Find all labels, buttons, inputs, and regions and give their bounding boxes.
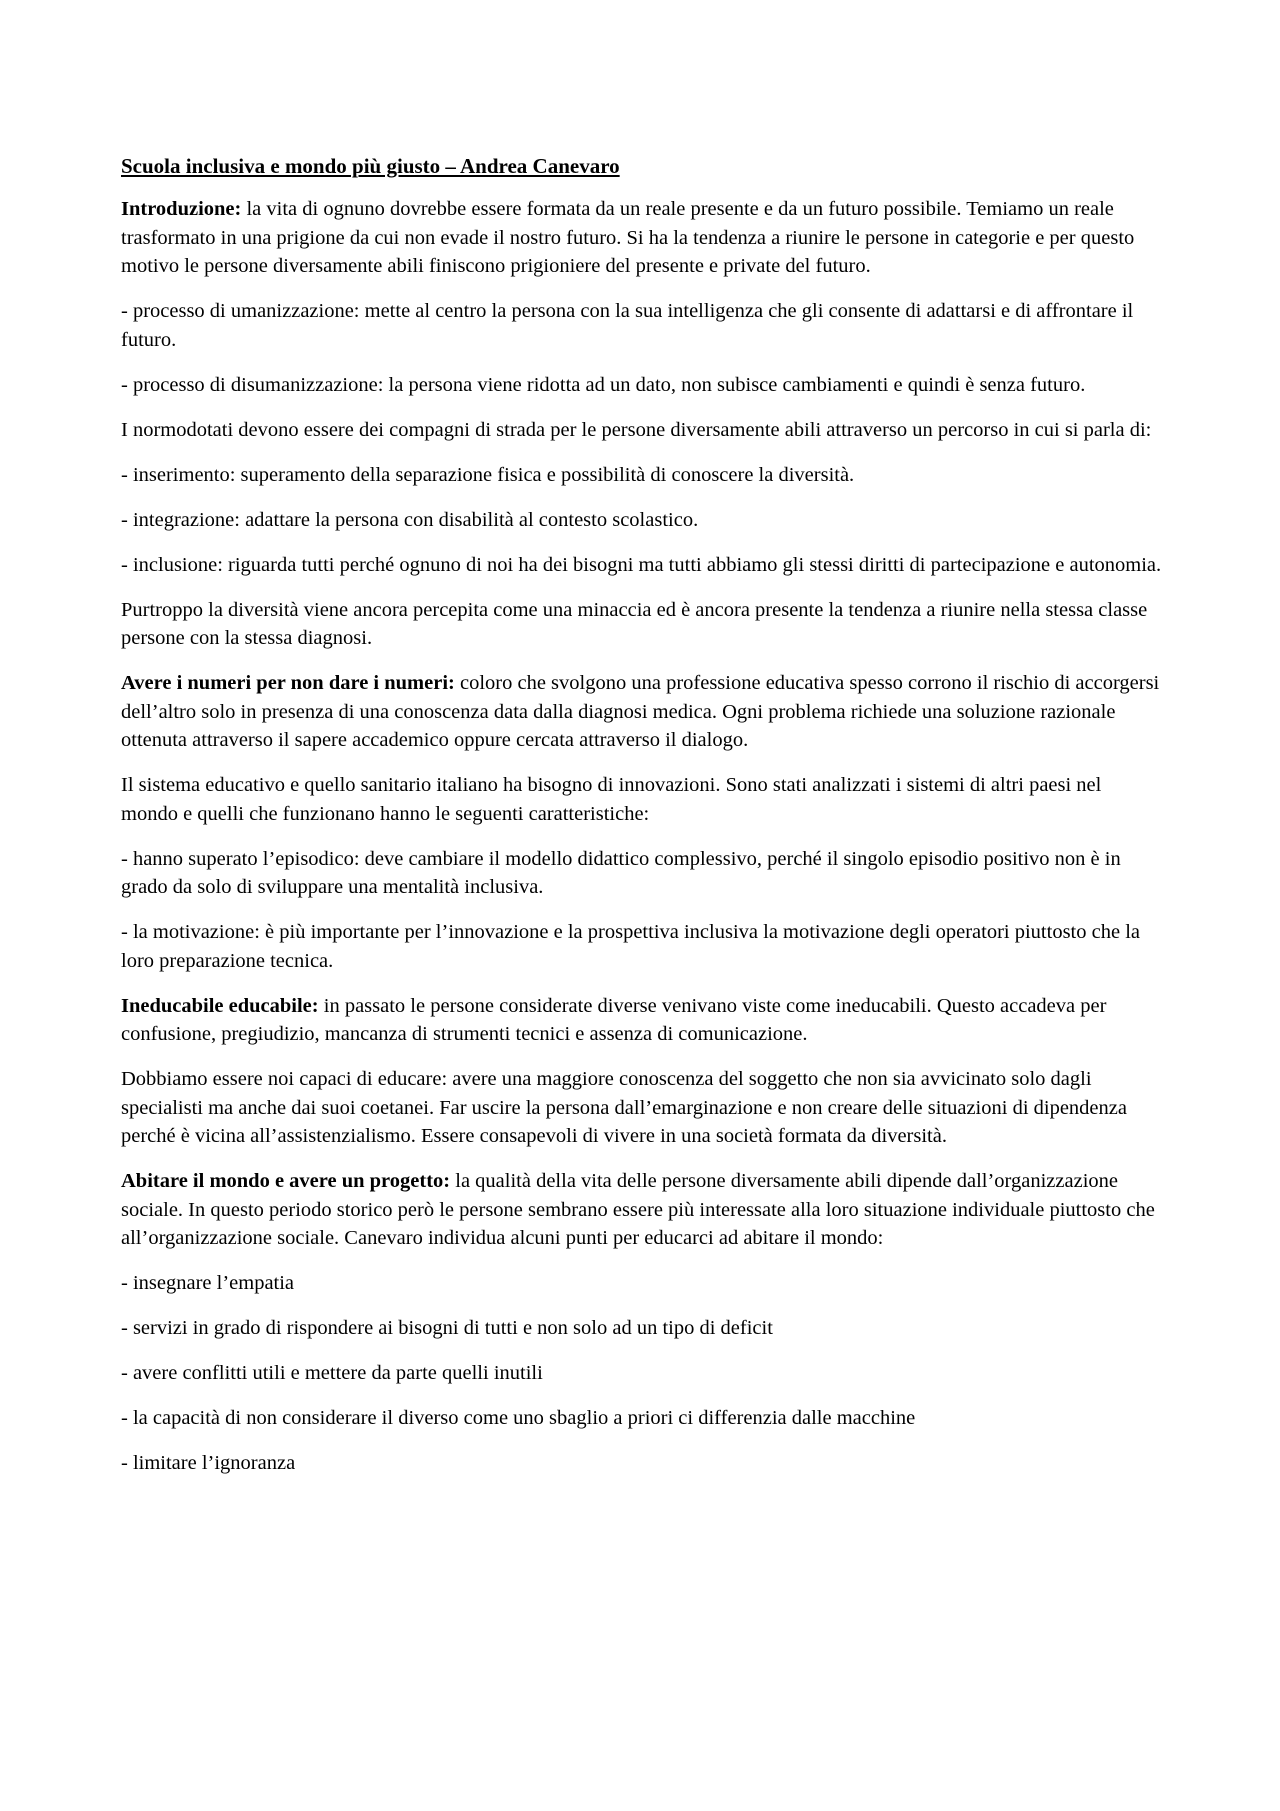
- list-item-conflitti: - avere conflitti utili e mettere da parte quelli inutili: [121, 1362, 543, 1384]
- paragraph-lead: Abitare il mondo e avere un progetto:: [121, 1170, 451, 1192]
- list-item-inserimento: - inserimento: superamento della separazione fisica e possibilità di conoscere la diversità.: [121, 463, 855, 486]
- paragraph-introduzione: [121, 195, 1163, 281]
- list-item-integrazione: - integrazione: adattare la persona con disabilità al contesto scolastico.: [121, 508, 699, 531]
- paragraph-text: la qualità della vita delle persone diversamente abili dipende dall’organizzazione sociale. In questo periodo storico però le persone sembrano essere più interessate alla loro situazione individuale piuttosto che all’organizzazione sociale. Canevaro individua alcuni punti per educarci ad abitare il mondo:: [121, 1170, 1155, 1249]
- paragraph-normodotati: I normodotati devono essere dei compagni di strada per le persone diversamente abili attraverso un percorso in cui si parla di:: [121, 418, 1152, 441]
- paragraph-sistema-educativo: Il sistema educativo e quello sanitario italiano ha bisogno di innovazioni. Sono stati analizzati i sistemi di altri paesi nel mondo e quelli che funzionano hanno le seguenti caratteristiche:: [121, 774, 1102, 825]
- document-title: Scuola inclusiva e mondo più giusto – Andrea Canevaro: [121, 154, 620, 178]
- document-page: [121, 152, 1163, 1494]
- paragraph-text: in passato le persone considerate diverse venivano viste come ineducabili. Questo accadeva per confusione, pregiudizio, mancanza di strumenti tecnici e assenza di comunicazione.: [121, 994, 1107, 1045]
- paragraph-text: la vita di ognuno dovrebbe essere formata da un reale presente e da un futuro possibile. Temiamo un reale trasformato in una prigione da cui non evade il nostro futuro. Si ha la tendenza a riunire le persone in categorie e per questo motivo le persone diversamente abili finiscono prigioniere del presente e private del futuro.: [121, 198, 1135, 277]
- paragraph-educare: Dobbiamo essere noi capaci di educare: avere una maggiore conoscenza del soggetto che non sia avvicinato solo dagli specialisti ma anche dai suoi coetanei. Far uscire la persona dall’emarginazione e non creare delle situazioni di dipendenza perché è vicina all’assistenzialismo. Essere consapevoli di vivere in una società formata da diversità.: [121, 1068, 1127, 1147]
- paragraph-lead: Introduzione:: [121, 198, 242, 220]
- paragraph-avere-i-numeri: [121, 669, 1163, 755]
- list-item-inclusione: - inclusione: riguarda tutti perché ognuno di noi ha dei bisogni ma tutti abbiamo gli stessi diritti di partecipazione e autonomia.: [121, 553, 1162, 576]
- list-item-umanizzazione: - processo di umanizzazione: mette al centro la persona con la sua intelligenza che gli consente di adattarsi e di affrontare il futuro.: [121, 300, 1134, 351]
- paragraph-abitare-il-mondo: [121, 1167, 1163, 1253]
- paragraph-ineducabile: [121, 992, 1163, 1049]
- list-item-episodico: - hanno superato l’episodico: deve cambiare il modello didattico complessivo, perché il singolo episodio positivo non è in grado da solo di sviluppare una mentalità inclusiva.: [121, 847, 1121, 898]
- paragraph-lead: Ineducabile educabile:: [121, 994, 319, 1017]
- list-item-capacita: - la capacità di non considerare il diverso come uno sbaglio a priori ci differenzia dalle macchine: [121, 1407, 916, 1429]
- list-item-empatia: - insegnare l’empatia: [121, 1272, 295, 1294]
- paragraph-diversita: Purtroppo la diversità viene ancora percepita come una minaccia ed è ancora presente la tendenza a riunire nella stessa classe persone con la stessa diagnosi.: [121, 598, 1148, 649]
- paragraph-text: coloro che svolgono una professione educativa spesso corrono il rischio di accorgersi dell’altro solo in presenza di una conoscenza data dalla diagnosi medica. Ogni problema richiede una soluzione razionale ottenuta attraverso il sapere accademico oppure cercata attraverso il dialogo.: [121, 672, 1160, 751]
- list-item-disumanizzazione: - processo di disumanizzazione: la persona viene ridotta ad un dato, non subisce cambiamenti e quindi è senza futuro.: [121, 373, 1086, 396]
- list-item-motivazione: - la motivazione: è più importante per l’innovazione e la prospettiva inclusiva la motivazione degli operatori piuttosto che la loro preparazione tecnica.: [121, 921, 1140, 972]
- paragraph-lead: Avere i numeri per non dare i numeri:: [121, 672, 455, 694]
- list-item-ignoranza: - limitare l’ignoranza: [121, 1452, 296, 1474]
- list-item-servizi: - servizi in grado di rispondere ai bisogni di tutti e non solo ad un tipo di deficit: [121, 1317, 773, 1339]
